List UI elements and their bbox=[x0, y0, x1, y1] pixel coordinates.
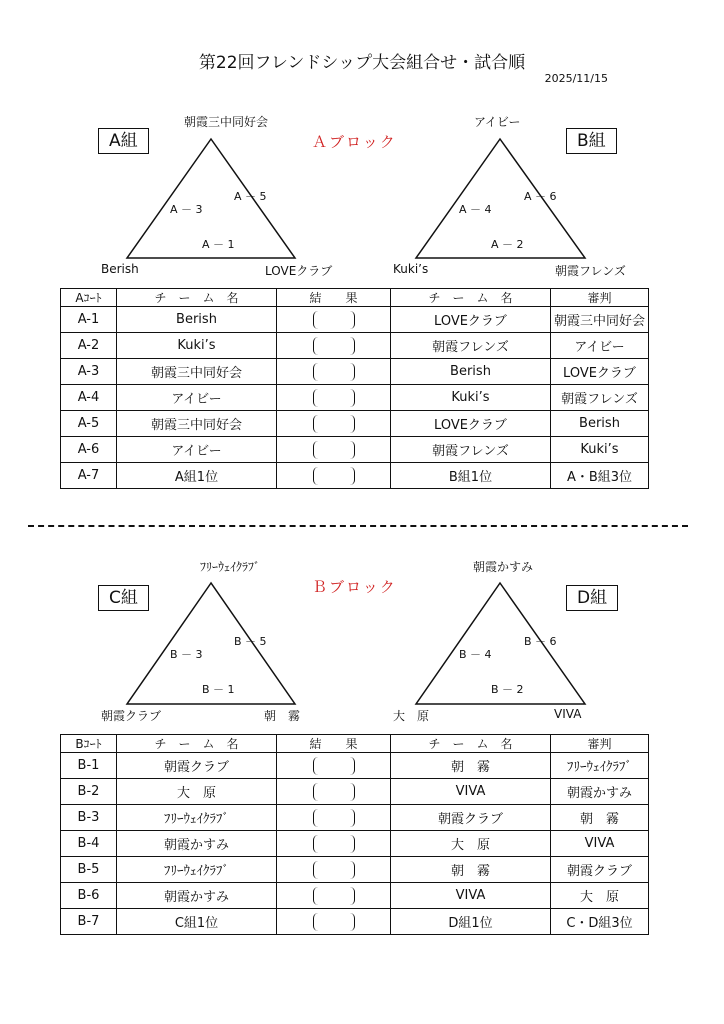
court-cell: B-2 bbox=[61, 779, 117, 805]
result-bracket bbox=[313, 467, 355, 485]
team1-cell: 朝霞三中同好会 bbox=[117, 411, 277, 437]
team2-header: チ ー ム 名 bbox=[391, 735, 551, 753]
result-cell bbox=[277, 883, 391, 909]
group-c-match-left: B － 3 bbox=[170, 648, 203, 661]
result-cell bbox=[277, 831, 391, 857]
table-row bbox=[61, 779, 649, 805]
group-d-label: D組 bbox=[566, 585, 618, 611]
result-bracket bbox=[313, 887, 355, 905]
team2-header: チ ー ム 名 bbox=[391, 289, 551, 307]
result-cell bbox=[277, 359, 391, 385]
referee-cell: VIVA bbox=[551, 831, 649, 857]
team2-cell: 朝霞フレンズ bbox=[391, 437, 551, 463]
result-header: 結 果 bbox=[277, 735, 391, 753]
referee-header: 審判 bbox=[551, 289, 649, 307]
table-row bbox=[61, 753, 649, 779]
group-d-match-left: B － 4 bbox=[459, 648, 492, 661]
team2-cell: D組1位 bbox=[391, 909, 551, 935]
group-c-match-bottom: B － 1 bbox=[202, 683, 235, 696]
table-header-row bbox=[61, 289, 649, 307]
table-row bbox=[61, 333, 649, 359]
group-d-right-team: VIVA bbox=[554, 707, 582, 721]
result-header: 結 果 bbox=[277, 289, 391, 307]
block-b-schedule-table bbox=[60, 734, 649, 935]
table-row bbox=[61, 385, 649, 411]
result-bracket bbox=[313, 835, 355, 853]
result-bracket bbox=[313, 783, 355, 801]
team1-cell: A組1位 bbox=[117, 463, 277, 489]
table-row bbox=[61, 883, 649, 909]
court-cell: A-2 bbox=[61, 333, 117, 359]
court-cell: A-7 bbox=[61, 463, 117, 489]
group-a-right-team: LOVEクラブ bbox=[265, 264, 333, 278]
group-c-left-team: 朝霞クラブ bbox=[101, 709, 162, 723]
court-cell: A-1 bbox=[61, 307, 117, 333]
referee-cell: LOVEクラブ bbox=[551, 359, 649, 385]
court-cell: A-5 bbox=[61, 411, 117, 437]
team2-cell: 朝 霧 bbox=[391, 857, 551, 883]
table-row bbox=[61, 437, 649, 463]
group-a-match-left: A － 3 bbox=[170, 203, 203, 216]
result-cell bbox=[277, 805, 391, 831]
court-cell: A-3 bbox=[61, 359, 117, 385]
team1-cell: Kuki’s bbox=[117, 333, 277, 359]
group-b-match-bottom: A － 2 bbox=[491, 238, 524, 251]
team1-header: チ ー ム 名 bbox=[117, 735, 277, 753]
referee-cell: Kuki’s bbox=[551, 437, 649, 463]
referee-cell: Berish bbox=[551, 411, 649, 437]
block-a-schedule-table bbox=[60, 288, 649, 489]
team2-cell: LOVEクラブ bbox=[391, 411, 551, 437]
team1-cell: 大 原 bbox=[117, 779, 277, 805]
referee-cell: ﾌﾘｰｳｪｲｸﾗﾌﾞ bbox=[551, 753, 649, 779]
court-cell: B-7 bbox=[61, 909, 117, 935]
result-bracket bbox=[313, 809, 355, 827]
team1-cell: 朝霞クラブ bbox=[117, 753, 277, 779]
result-bracket bbox=[313, 441, 355, 459]
table-row bbox=[61, 463, 649, 489]
referee-cell: 朝霞クラブ bbox=[551, 857, 649, 883]
table-row bbox=[61, 359, 649, 385]
group-d-match-bottom: B － 2 bbox=[491, 683, 524, 696]
team2-cell: VIVA bbox=[391, 779, 551, 805]
page-title: 第22回フレンドシップ大会組合せ・試合順 bbox=[198, 53, 526, 73]
group-a-label: A組 bbox=[98, 128, 149, 154]
team2-cell: Berish bbox=[391, 359, 551, 385]
court-cell: B-5 bbox=[61, 857, 117, 883]
block-a-title: Ａブロック bbox=[312, 133, 397, 151]
result-bracket bbox=[313, 913, 355, 931]
team1-cell: ﾌﾘｰｳｪｲｸﾗﾌﾞ bbox=[117, 857, 277, 883]
result-cell bbox=[277, 857, 391, 883]
team2-cell: 大 原 bbox=[391, 831, 551, 857]
referee-cell: 大 原 bbox=[551, 883, 649, 909]
team1-cell: アイビー bbox=[117, 385, 277, 411]
referee-cell: 朝霞三中同好会 bbox=[551, 307, 649, 333]
table-row bbox=[61, 909, 649, 935]
referee-cell: 朝霞フレンズ bbox=[551, 385, 649, 411]
table-row bbox=[61, 805, 649, 831]
result-cell bbox=[277, 909, 391, 935]
group-a-left-team: Berish bbox=[101, 262, 139, 276]
group-c-top-team: ﾌﾘｰｳｪｲｸﾗﾌﾞ bbox=[200, 560, 261, 574]
result-bracket bbox=[313, 337, 355, 355]
result-cell bbox=[277, 385, 391, 411]
group-b-match-left: A － 4 bbox=[459, 203, 492, 216]
group-d-match-right: B － 6 bbox=[524, 635, 557, 648]
result-cell bbox=[277, 411, 391, 437]
group-b-left-team: Kuki’s bbox=[393, 262, 429, 276]
group-b-label: B組 bbox=[566, 128, 617, 154]
group-a-match-right: A － 5 bbox=[234, 190, 267, 203]
result-bracket bbox=[313, 311, 355, 329]
referee-cell: 朝霞かすみ bbox=[551, 779, 649, 805]
group-b-match-right: A － 6 bbox=[524, 190, 557, 203]
team2-cell: 朝霞クラブ bbox=[391, 805, 551, 831]
team2-cell: 朝 霧 bbox=[391, 753, 551, 779]
court-cell: B-6 bbox=[61, 883, 117, 909]
result-cell bbox=[277, 463, 391, 489]
court-cell: B-3 bbox=[61, 805, 117, 831]
event-date: 2025/11/15 bbox=[544, 72, 608, 85]
referee-header: 審判 bbox=[551, 735, 649, 753]
table-row bbox=[61, 857, 649, 883]
court-cell: B-1 bbox=[61, 753, 117, 779]
result-cell bbox=[277, 307, 391, 333]
group-d-left-team: 大 原 bbox=[393, 709, 430, 723]
team2-cell: LOVEクラブ bbox=[391, 307, 551, 333]
court-header: Aｺｰﾄ bbox=[61, 289, 117, 307]
team1-cell: 朝霞かすみ bbox=[117, 883, 277, 909]
group-c-right-team: 朝 霧 bbox=[264, 709, 301, 723]
table-row bbox=[61, 411, 649, 437]
result-cell bbox=[277, 333, 391, 359]
group-a-top-team: 朝霞三中同好会 bbox=[184, 115, 269, 129]
section-divider bbox=[28, 525, 688, 527]
result-cell bbox=[277, 437, 391, 463]
team1-cell: C組1位 bbox=[117, 909, 277, 935]
team1-cell: Berish bbox=[117, 307, 277, 333]
group-c-match-right: B － 5 bbox=[234, 635, 267, 648]
result-bracket bbox=[313, 415, 355, 433]
referee-cell: アイビー bbox=[551, 333, 649, 359]
team2-cell: Kuki’s bbox=[391, 385, 551, 411]
referee-cell: 朝 霧 bbox=[551, 805, 649, 831]
result-bracket bbox=[313, 757, 355, 775]
team1-header: チ ー ム 名 bbox=[117, 289, 277, 307]
group-d-top-team: 朝霞かすみ bbox=[473, 560, 534, 574]
team1-cell: ﾌﾘｰｳｪｲｸﾗﾌﾞ bbox=[117, 805, 277, 831]
result-bracket bbox=[313, 861, 355, 879]
table-row bbox=[61, 307, 649, 333]
group-b-top-team: アイビー bbox=[474, 115, 521, 129]
table-header-row bbox=[61, 735, 649, 753]
court-cell: B-4 bbox=[61, 831, 117, 857]
team1-cell: 朝霞かすみ bbox=[117, 831, 277, 857]
group-a-match-bottom: A － 1 bbox=[202, 238, 235, 251]
result-cell bbox=[277, 779, 391, 805]
result-bracket bbox=[313, 363, 355, 381]
result-bracket bbox=[313, 389, 355, 407]
block-b-title: Ｂブロック bbox=[312, 578, 397, 596]
team2-cell: VIVA bbox=[391, 883, 551, 909]
table-row bbox=[61, 831, 649, 857]
team2-cell: 朝霞フレンズ bbox=[391, 333, 551, 359]
group-c-label: C組 bbox=[98, 585, 149, 611]
team2-cell: B組1位 bbox=[391, 463, 551, 489]
court-cell: A-4 bbox=[61, 385, 117, 411]
court-cell: A-6 bbox=[61, 437, 117, 463]
referee-cell: C・D組3位 bbox=[551, 909, 649, 935]
team1-cell: 朝霞三中同好会 bbox=[117, 359, 277, 385]
referee-cell: A・B組3位 bbox=[551, 463, 649, 489]
result-cell bbox=[277, 753, 391, 779]
court-header: Bｺｰﾄ bbox=[61, 735, 117, 753]
team1-cell: アイビー bbox=[117, 437, 277, 463]
group-b-right-team: 朝霞フレンズ bbox=[555, 264, 626, 278]
